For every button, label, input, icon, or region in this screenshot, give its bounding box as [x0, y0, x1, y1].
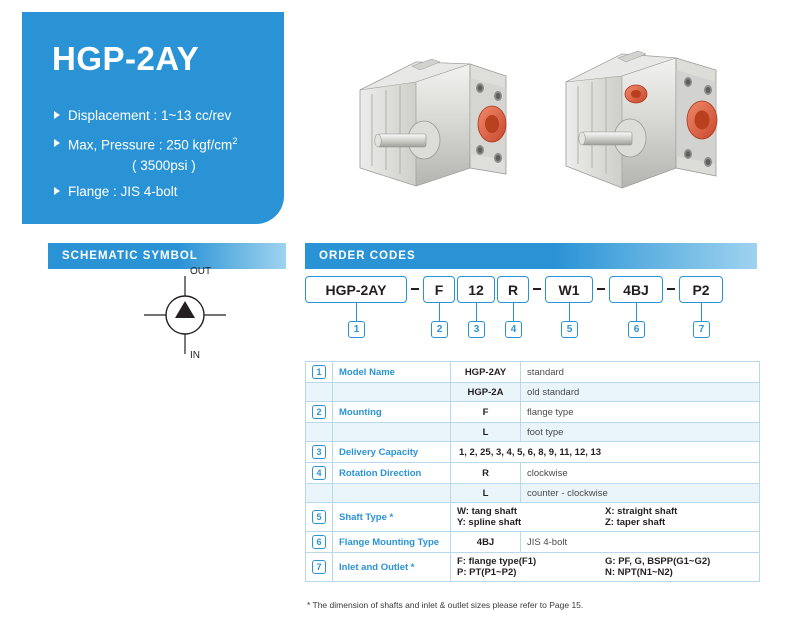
- shaft-option-w: W: tang shaft: [457, 506, 517, 517]
- hero-panel: [22, 12, 284, 224]
- spec-flange-label: Flange : JIS 4-bolt: [68, 183, 178, 199]
- code-tag-1: 1: [348, 321, 365, 338]
- row-code-cell: L: [451, 423, 521, 442]
- schematic-in-label: IN: [190, 350, 200, 361]
- row-name-cell: Rotation Direction: [333, 463, 451, 484]
- row-number-badge: 3: [312, 445, 326, 459]
- row-code-cell: R: [451, 463, 521, 484]
- pump-illustrations: [320, 18, 760, 223]
- order-code-part-6[interactable]: 4BJ: [609, 276, 663, 303]
- bullet-triangle-icon: [54, 139, 60, 147]
- row-number-cell: [306, 442, 333, 463]
- row-number-cell: [306, 362, 333, 383]
- row-code-cell: F: [451, 402, 521, 423]
- row-number-badge: 7: [312, 560, 326, 574]
- row-name-cell: Mounting: [333, 402, 451, 423]
- spec-displacement: [54, 108, 274, 123]
- spec-flange: [54, 184, 274, 199]
- code-tag-6: 6: [628, 321, 645, 338]
- code-tag-2: 2: [431, 321, 448, 338]
- row-code-cell: HGP-2A: [451, 383, 521, 402]
- schematic-symbol: [120, 266, 260, 361]
- spec-displacement-label: Displacement : 1~13 cc/rev: [68, 108, 232, 123]
- spec-pressure-exponent: 2: [232, 136, 238, 146]
- spec-pressure-psi: ( 3500psi ): [132, 157, 196, 173]
- shaft-options-grid: [457, 506, 753, 528]
- row-desc-cell: old standard: [521, 383, 760, 402]
- row-number-cell: [306, 532, 333, 553]
- row-name-cell: Shaft Type *: [333, 503, 451, 532]
- row-name-cell: [333, 484, 451, 503]
- row-desc-cell: JIS 4-bolt: [521, 532, 760, 553]
- row-desc-cell: standard: [521, 362, 760, 383]
- code-tag-3: 3: [468, 321, 485, 338]
- order-code-row: [305, 276, 760, 338]
- table-row: [306, 463, 760, 484]
- row-number-cell: [306, 503, 333, 532]
- page-title: HGP-2AY: [52, 40, 200, 77]
- shaft-option-y: Y: spline shaft: [457, 517, 522, 528]
- shaft-options-right: [605, 506, 753, 528]
- inlet-options-left: [457, 556, 605, 578]
- inlet-option-g: G: PF, G, BSPP(G1~G2): [605, 556, 711, 567]
- inlet-outlet-options: [451, 553, 760, 582]
- row-name-cell: Inlet and Outlet *: [333, 553, 451, 582]
- row-name-cell: [333, 423, 451, 442]
- row-number-cell: [306, 484, 333, 503]
- row-number-badge: 5: [312, 510, 326, 524]
- table-row: [306, 383, 760, 402]
- inlet-option-p: P: PT(P1~P2): [457, 567, 517, 578]
- row-name-cell: Flange Mounting Type: [333, 532, 451, 553]
- order-code-part-7[interactable]: P2: [679, 276, 723, 303]
- row-number-cell: [306, 553, 333, 582]
- row-number-badge: 2: [312, 405, 326, 419]
- table-footnote: * The dimension of shafts and inlet & outlet sizes please refer to Page 15.: [307, 600, 584, 610]
- schematic-section-header: SCHEMATIC SYMBOL: [48, 243, 286, 269]
- row-desc-cell: flange type: [521, 402, 760, 423]
- row-desc-cell: foot type: [521, 423, 760, 442]
- row-number-cell: [306, 383, 333, 402]
- row-code-cell: 4BJ: [451, 532, 521, 553]
- order-code-part-1[interactable]: HGP-2AY: [305, 276, 407, 303]
- code-tag-5: 5: [561, 321, 578, 338]
- table-row: [306, 442, 760, 463]
- order-codes-table: [305, 361, 760, 582]
- inlet-options-right: [605, 556, 753, 578]
- row-code-cell: 1, 2, 25, 3, 4, 5, 6, 8, 9, 11, 12, 13: [451, 442, 760, 463]
- schematic-out-label: OUT: [190, 266, 212, 277]
- code-tag-4: 4: [505, 321, 522, 338]
- row-number-badge: 4: [312, 466, 326, 480]
- code-tag-7: 7: [693, 321, 710, 338]
- row-number-cell: [306, 463, 333, 484]
- order-code-part-3[interactable]: 12: [457, 276, 495, 303]
- bullet-triangle-icon: [54, 187, 60, 195]
- row-code-cell: HGP-2AY: [451, 362, 521, 383]
- row-number-badge: 6: [312, 535, 326, 549]
- spec-pressure: [54, 136, 274, 153]
- row-name-cell: [333, 383, 451, 402]
- row-number-cell: [306, 423, 333, 442]
- row-name-cell: Model Name: [333, 362, 451, 383]
- order-code-part-5[interactable]: W1: [545, 276, 593, 303]
- row-name-cell: Delivery Capacity: [333, 442, 451, 463]
- shaft-options-left: [457, 506, 605, 528]
- order-codes-section-header: ORDER CODES: [305, 243, 757, 269]
- code-separator: [597, 288, 605, 290]
- schematic-diagram-icon: [120, 270, 260, 360]
- row-number-cell: [306, 402, 333, 423]
- inlet-option-n: N: NPT(N1~N2): [605, 567, 673, 578]
- code-separator: [411, 288, 419, 290]
- table-row: [306, 362, 760, 383]
- inlet-options-grid: [457, 556, 753, 578]
- order-code-part-4[interactable]: R: [497, 276, 529, 303]
- row-desc-cell: clockwise: [521, 463, 760, 484]
- table-row-shaft-type: [306, 503, 760, 532]
- row-code-cell: L: [451, 484, 521, 503]
- row-number-badge: 1: [312, 365, 326, 379]
- row-desc-cell: counter - clockwise: [521, 484, 760, 503]
- table-row: [306, 484, 760, 503]
- inlet-option-f: F: flange type(F1): [457, 556, 537, 567]
- product-photos: [320, 18, 760, 223]
- shaft-type-options: [451, 503, 760, 532]
- shaft-option-x: X: straight shaft: [605, 506, 678, 517]
- spec-list: [54, 108, 274, 212]
- shaft-option-z: Z: taper shaft: [605, 517, 666, 528]
- table-row: [306, 402, 760, 423]
- code-separator: [667, 288, 675, 290]
- bullet-triangle-icon: [54, 111, 60, 119]
- order-code-part-2[interactable]: F: [423, 276, 455, 303]
- code-separator: [533, 288, 541, 290]
- table-row: [306, 423, 760, 442]
- table-row-flange-mounting: [306, 532, 760, 553]
- table-row-inlet-outlet: [306, 553, 760, 582]
- spec-pressure-label: Max, Pressure : 250 kgf/cm: [68, 137, 233, 153]
